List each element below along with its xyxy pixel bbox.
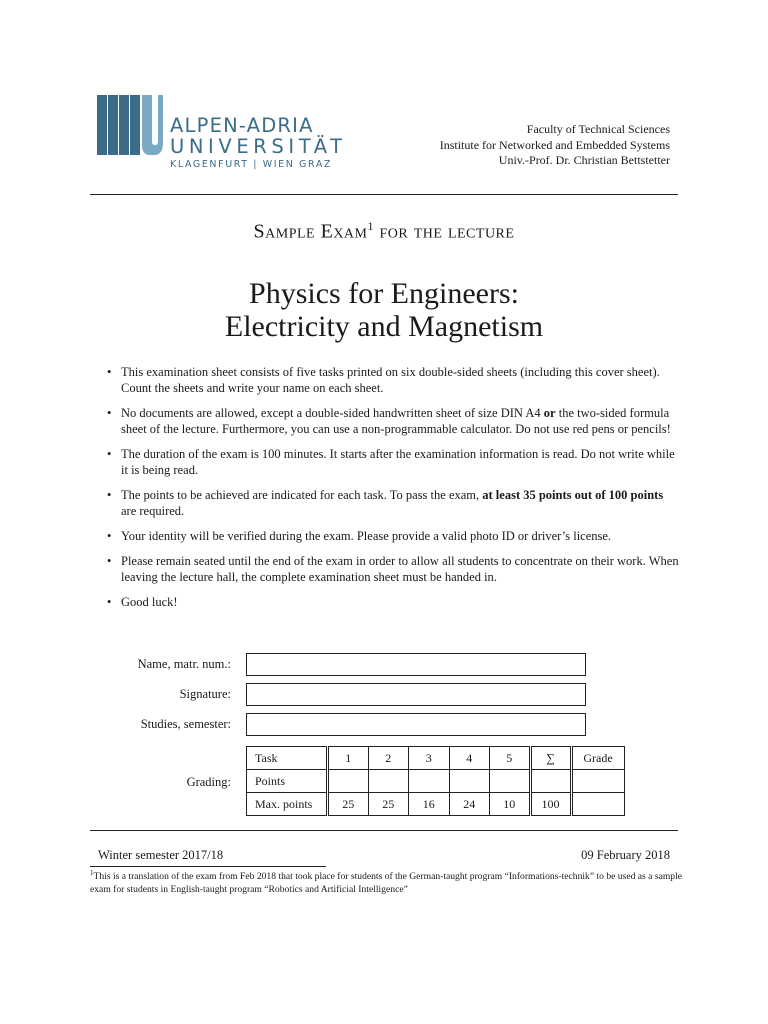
instruction-item: • The points to be achieved are indicated for each task. To pass the exam, at least 35 points out of 100 points are required. bbox=[107, 488, 664, 518]
instruction-item: • Good luck! bbox=[107, 595, 178, 609]
task-number: 1 bbox=[328, 747, 369, 770]
task-number: 5 bbox=[490, 747, 531, 770]
points-cell[interactable] bbox=[409, 770, 450, 793]
max-points-label: Max. points bbox=[247, 793, 328, 816]
footer-divider bbox=[90, 830, 678, 831]
university-logo-mark bbox=[97, 95, 163, 155]
title-line-2: Electricity and Magnetism bbox=[224, 310, 544, 343]
table-row bbox=[247, 770, 625, 793]
max-points-cell: 25 bbox=[368, 793, 409, 816]
exam-date: 09 February 2018 bbox=[581, 848, 670, 862]
task-number: 2 bbox=[368, 747, 409, 770]
institute-name: Institute for Networked and Embedded Systems bbox=[439, 137, 670, 152]
max-points-sum: 100 bbox=[530, 793, 571, 816]
professor-name: Univ.-Prof. Dr. Christian Bettstetter bbox=[498, 153, 670, 167]
instruction-item: • Please remain seated until the end of the exam in order to allow all students to concentrate on their work. When leaving the lecture hall, the complete examination sheet must be handed in. bbox=[107, 554, 679, 584]
table-row bbox=[247, 793, 625, 816]
footnote bbox=[90, 867, 690, 896]
studies-field[interactable] bbox=[246, 713, 586, 736]
instruction-item: • The duration of the exam is 100 minutes. It starts after the examination information is read. Do not write while it is being read. bbox=[107, 447, 675, 477]
task-number: 3 bbox=[409, 747, 450, 770]
grading-table bbox=[246, 746, 625, 816]
task-header: Task bbox=[247, 747, 328, 770]
grade-cell[interactable] bbox=[571, 770, 624, 793]
instruction-item: • Your identity will be verified during the exam. Please provide a valid photo ID or driver’s license. bbox=[107, 529, 612, 543]
studies-label: Studies, semester: bbox=[140, 717, 231, 731]
header-divider bbox=[90, 194, 678, 195]
name-field[interactable] bbox=[246, 653, 586, 676]
name-label: Name, matr. num.: bbox=[137, 657, 231, 671]
points-cell[interactable] bbox=[368, 770, 409, 793]
max-points-cell: 25 bbox=[328, 793, 369, 816]
points-cell[interactable] bbox=[490, 770, 531, 793]
logo-line-1: ALPEN-ADRIA bbox=[170, 114, 314, 137]
points-cell[interactable] bbox=[328, 770, 369, 793]
university-logo-text bbox=[170, 115, 347, 172]
signature-field[interactable] bbox=[246, 683, 586, 706]
points-label: Points bbox=[247, 770, 328, 793]
max-points-cell: 16 bbox=[409, 793, 450, 816]
instruction-item: • No documents are allowed, except a double-sided handwritten sheet of size DIN A4 or the two-sided formula sheet of the lecture. Furthermore, you can use a non-programmable calculator. Do not use red pens or pencils! bbox=[107, 406, 671, 436]
semester-text: Winter semester 2017/18 bbox=[98, 848, 224, 862]
footnote-text: This is a translation of the exam from Feb 2018 that took place for students of the German-taught program “Informations-technik” to be used as a sample exam for students in English-taught program “Robotics and Artificial Intelligence” bbox=[90, 871, 683, 896]
max-points-cell: 10 bbox=[490, 793, 531, 816]
max-points-cell: 24 bbox=[449, 793, 490, 816]
subtitle-footnote-mark: 1 bbox=[367, 219, 374, 233]
institute-header bbox=[440, 122, 670, 169]
subtitle-prefix: Sample Exam bbox=[253, 220, 368, 243]
points-sum-cell[interactable] bbox=[530, 770, 571, 793]
instructions-list bbox=[107, 364, 679, 619]
logo-line-3: KLAGENFURT | WIEN GRAZ bbox=[170, 159, 333, 170]
logo-line-2: UNIVERSITÄT bbox=[170, 135, 347, 158]
footnote-mark: 1 bbox=[90, 869, 94, 877]
exam-title bbox=[0, 277, 768, 343]
instruction-item: • This examination sheet consists of five tasks printed on six double-sided sheets (including this cover sheet). Count the sheets and write your name on each sheet. bbox=[107, 365, 660, 395]
title-line-1: Physics for Engineers: bbox=[249, 277, 519, 310]
grading-label: Grading: bbox=[186, 775, 231, 789]
sum-header: ∑ bbox=[530, 747, 571, 770]
task-number: 4 bbox=[449, 747, 490, 770]
max-grade-cell bbox=[571, 793, 624, 816]
faculty-name: Faculty of Technical Sciences bbox=[526, 122, 670, 136]
table-row bbox=[247, 747, 625, 770]
subtitle-suffix: for the lecture bbox=[374, 220, 515, 243]
points-cell[interactable] bbox=[449, 770, 490, 793]
exam-subtitle bbox=[0, 219, 768, 244]
signature-label: Signature: bbox=[179, 687, 231, 701]
grade-header: Grade bbox=[571, 747, 624, 770]
